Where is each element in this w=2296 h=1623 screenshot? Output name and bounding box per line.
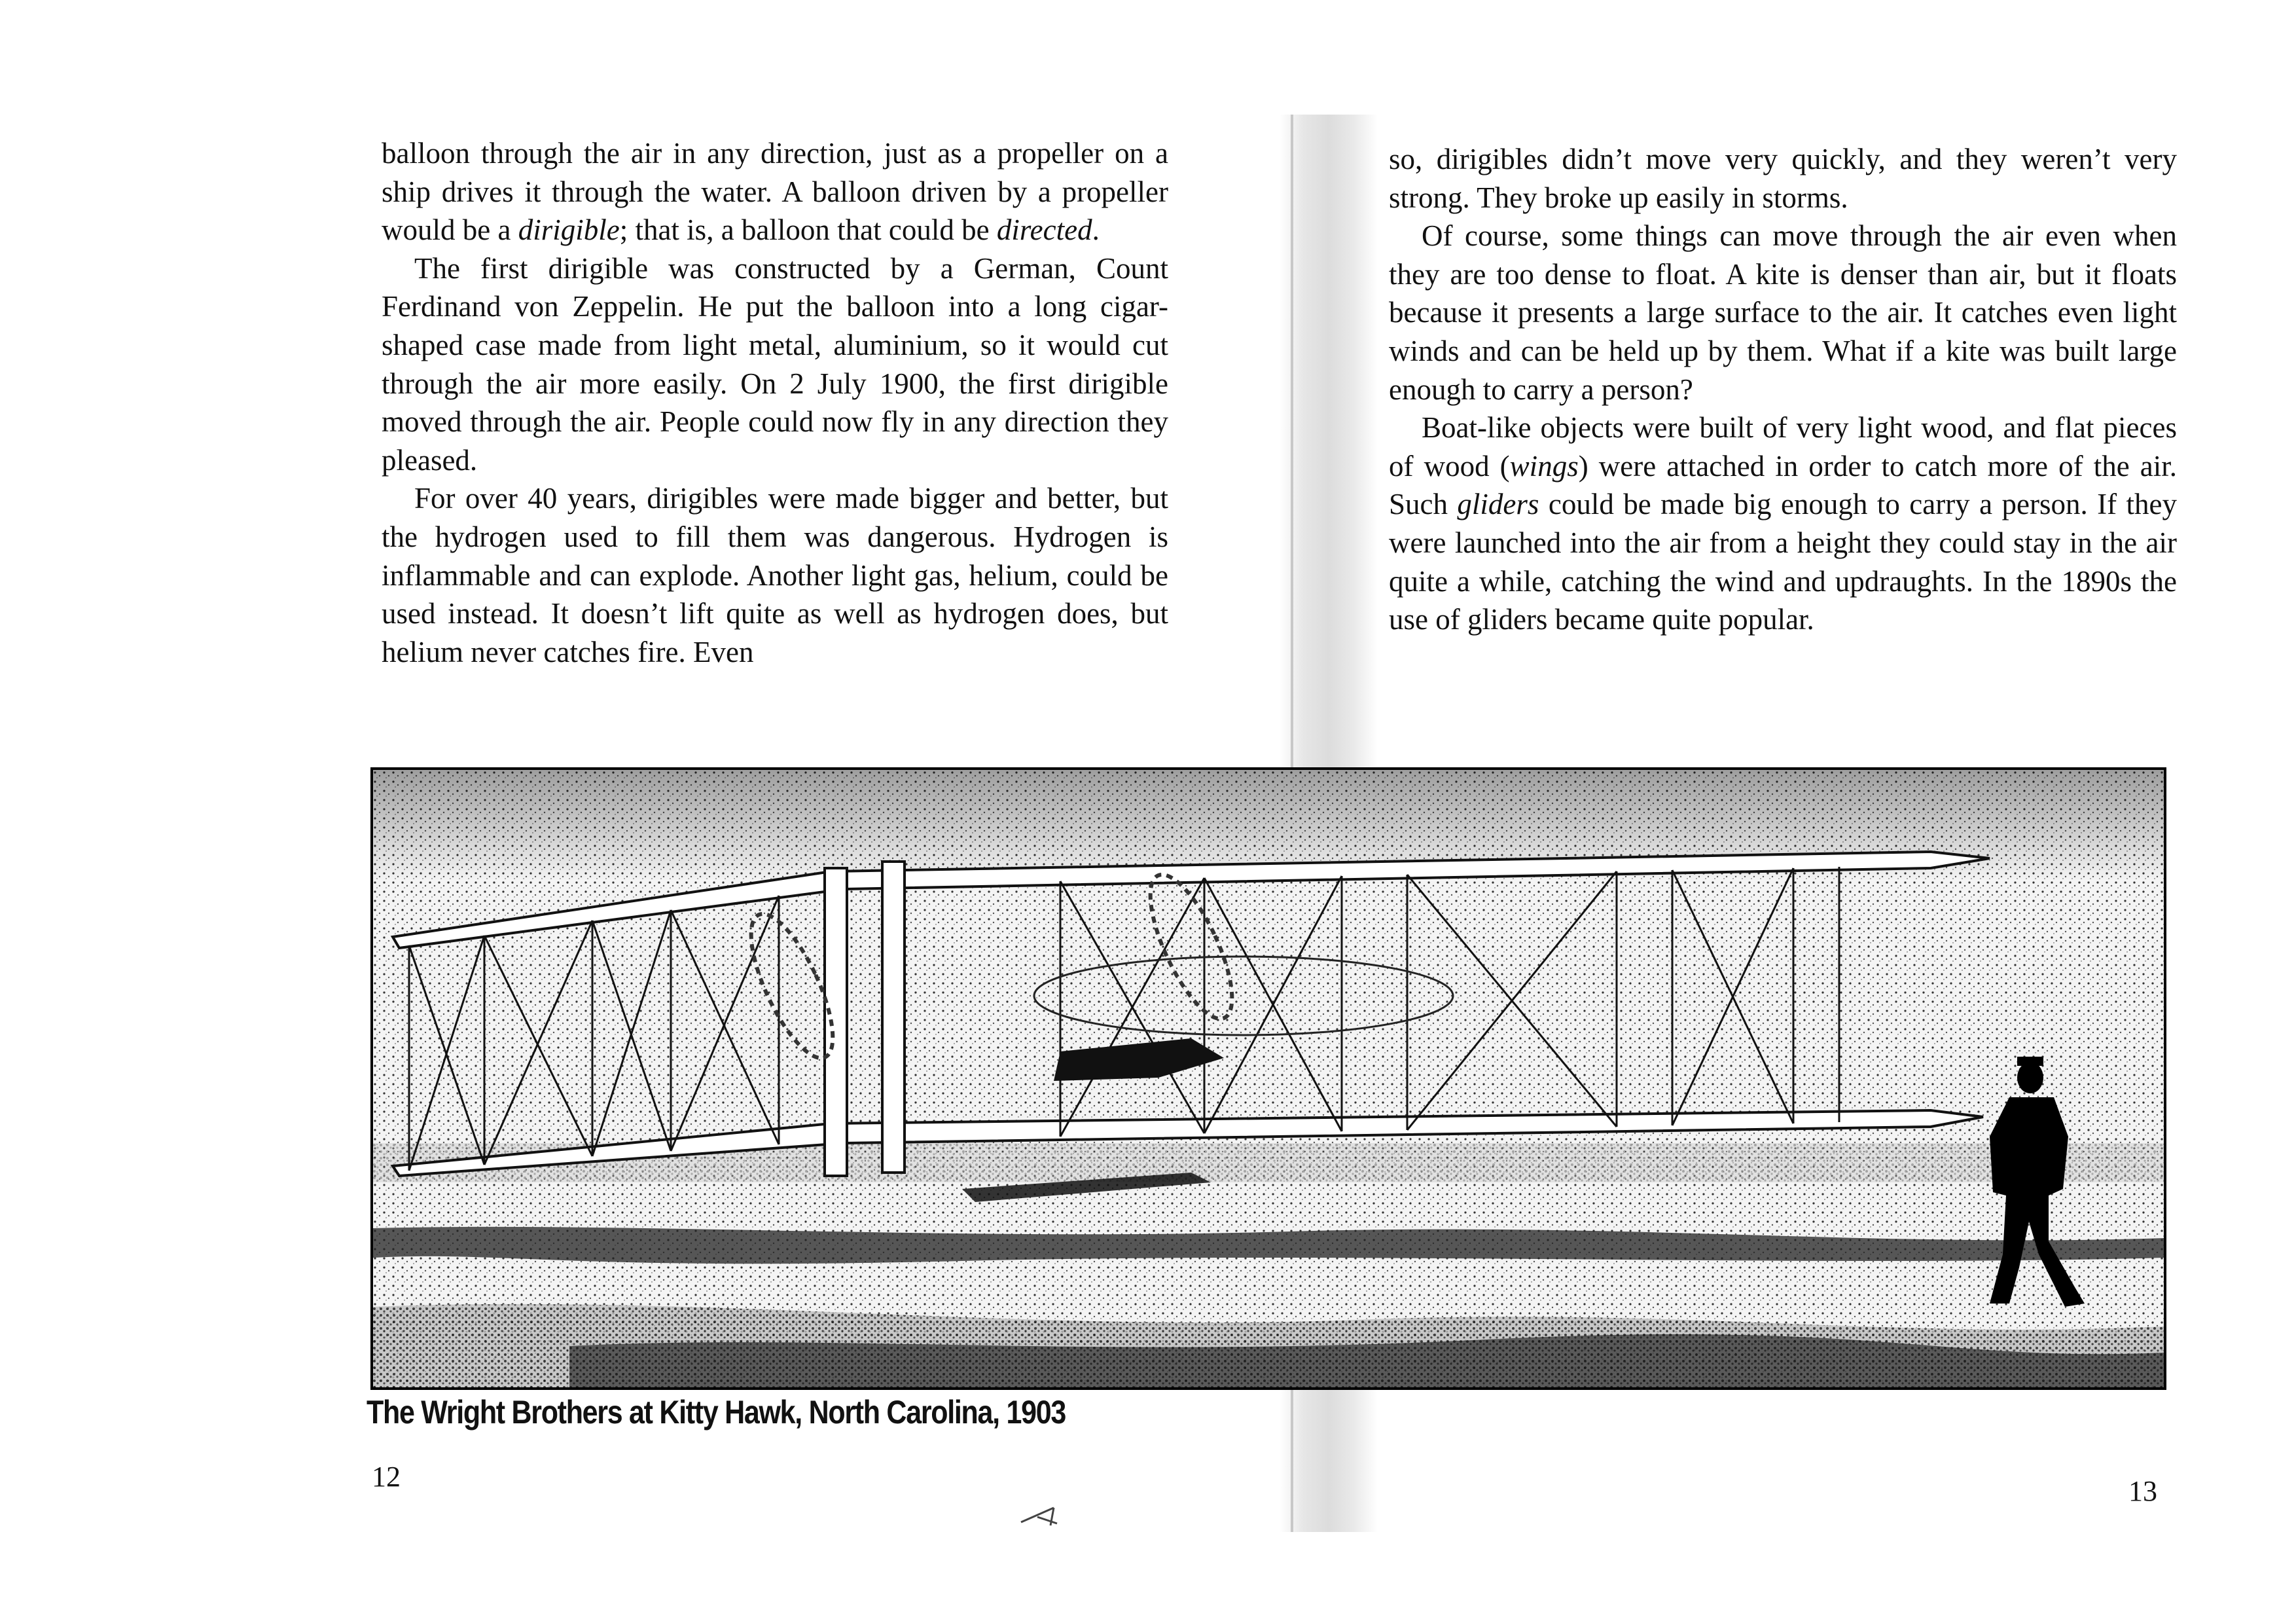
wright-flyer-illustration [370,767,2166,1390]
pencil-mark-icon [1018,1503,1064,1529]
right-page-text [1389,140,2177,639]
page-number-left: 12 [372,1461,401,1493]
right-paragraph-3: Boat-like objects were built of very light wood, and flat pieces of wood (wings) were attached in order to catch more of the air. Such gliders could be made big enough to carry a person. If they were launched into the air from a height they could stay in the air quite a while, catching the wind and updraughts. In the 1890s the use of gliders became quite popular. [1389,411,2177,636]
page-number-right: 13 [2128,1475,2157,1507]
left-paragraph-3: For over 40 years, dirigibles were made bigger and better, but the hydrogen used to fill them was dangerous. Hydrogen is inflammable and can explode. Another light gas, helium, could be used instead. It doesn’t lift quite as well as hydrogen does, but helium never catches fire. Even [382,482,1168,668]
left-page-text [382,134,1168,671]
figure-caption: The Wright Brothers at Kitty Hawk, North Carolina, 1903 [367,1394,1066,1431]
left-paragraph-2: The first dirigible was constructed by a German, Count Ferdinand von Zeppelin. He put the balloon into a long cigar-shaped case made from light metal, aluminium, so it would cut through the air more easily. On 2 July 1900, the first dirigible moved through the air. People could now fly in any direction they pleased. [382,251,1168,477]
right-paragraph-1: so, dirigibles didn’t move very quickly, and they weren’t very strong. They broke up easily in storms. [1389,143,2177,214]
right-paragraph-2: Of course, some things can move through the air even when they are too dense to float. A kite is denser than air, but it floats because it presents a large surface to the air. It catches even light winds and can be held up by them. What if a kite was built large enough to carry a person? [1389,219,2177,406]
left-paragraph-1: balloon through the air in any direction, just as a propeller on a ship drives it through the water. A balloon driven by a propeller would be a dirigible; that is, a balloon that could be directed. [382,137,1168,247]
